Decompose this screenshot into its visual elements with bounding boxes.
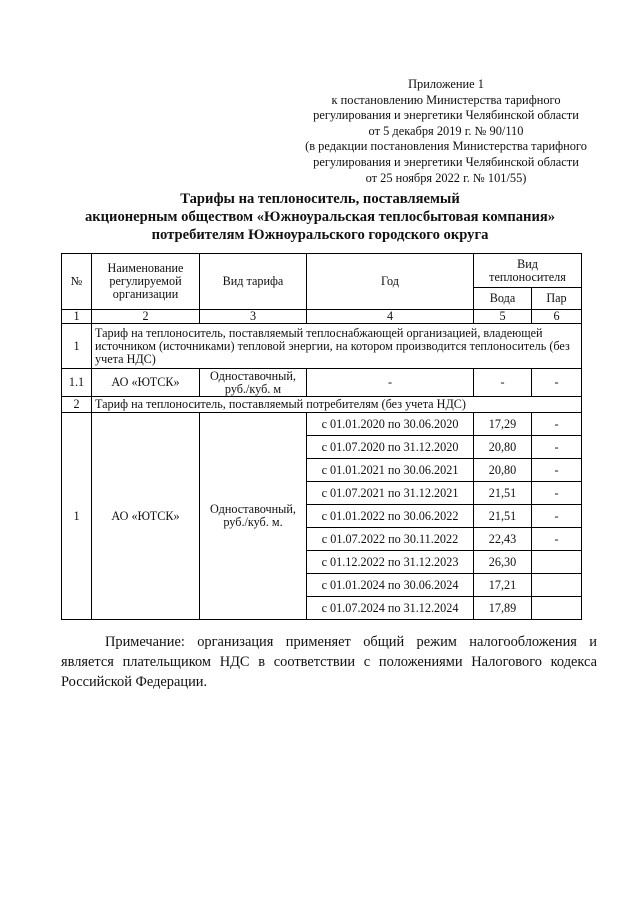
appendix-line: регулирования и энергетики Челябинской области: [313, 154, 579, 169]
header-steam: Пар: [532, 288, 582, 310]
row-steam: [532, 551, 582, 574]
section-row: [62, 397, 582, 413]
row-tariff-type: Одноставочный, руб./куб. м: [200, 369, 307, 397]
note-text: Примечание: организация применяет общий режим налогообложения и является плательщиком НДС в соответствии с положениями Налогового кодекса Российской Федерации.: [61, 634, 597, 690]
group-num: 1: [62, 413, 92, 620]
tariff-table: [61, 253, 582, 620]
row-water: 20,80: [474, 436, 532, 459]
row-period: с 01.07.2022 по 30.11.2022: [307, 528, 474, 551]
row-steam: [532, 574, 582, 597]
section-text: Тариф на теплоноситель, поставляемый теплоснабжающей организацией, владеющей источником (источниками) тепловой энергии, на котором производится теплоноситель (без учета НДС): [92, 324, 582, 369]
row-period: с 01.01.2022 по 30.06.2022: [307, 505, 474, 528]
row-org: АО «ЮТСК»: [92, 369, 200, 397]
title-line: потребителям Южноуральского городского округа: [151, 227, 489, 243]
header-num: №: [62, 254, 92, 310]
row-period: с 01.12.2022 по 31.12.2023: [307, 551, 474, 574]
column-number: 4: [307, 310, 474, 324]
row-steam: -: [532, 528, 582, 551]
row-year: -: [307, 369, 474, 397]
row-period: с 01.01.2020 по 30.06.2020: [307, 413, 474, 436]
row-steam: -: [532, 459, 582, 482]
row-steam: -: [532, 413, 582, 436]
row-num: 1.1: [62, 369, 92, 397]
table-row: [62, 413, 582, 436]
column-number: 5: [474, 310, 532, 324]
row-water: 22,43: [474, 528, 532, 551]
section-num: 2: [62, 397, 92, 413]
row-water: 21,51: [474, 505, 532, 528]
row-water: 17,89: [474, 597, 532, 620]
row-steam: -: [532, 505, 582, 528]
table-header-row: [62, 254, 582, 288]
section-num: 1: [62, 324, 92, 369]
row-steam: -: [532, 369, 582, 397]
row-period: с 01.07.2024 по 31.12.2024: [307, 597, 474, 620]
appendix-line: от 5 декабря 2019 г. № 90/110: [368, 123, 524, 138]
row-water: 17,29: [474, 413, 532, 436]
row-period: с 01.07.2021 по 31.12.2021: [307, 482, 474, 505]
row-water: 20,80: [474, 459, 532, 482]
column-number: 6: [532, 310, 582, 324]
header-org: Наименование регулируемой организации: [92, 254, 200, 310]
appendix-line: к постановлению Министерства тарифного: [331, 92, 561, 107]
column-number-row: [62, 310, 582, 324]
header-carrier: Вид теплоносителя: [474, 254, 582, 288]
column-number: 1: [62, 310, 92, 324]
row-water: 26,30: [474, 551, 532, 574]
appendix-line: регулирования и энергетики Челябинской области: [313, 108, 579, 123]
row-period: с 01.07.2020 по 31.12.2020: [307, 436, 474, 459]
title-line: акционерным обществом «Южноуральская теплосбытовая компания»: [84, 209, 556, 225]
row-period: с 01.01.2021 по 30.06.2021: [307, 459, 474, 482]
appendix-line: Приложение 1: [408, 77, 484, 91]
group-org: АО «ЮТСК»: [92, 413, 200, 620]
header-year: Год: [307, 254, 474, 310]
note-paragraph: [61, 632, 597, 692]
group-tariff-type: Одноставочный, руб./куб. м.: [200, 413, 307, 620]
column-number: 2: [92, 310, 200, 324]
row-water: 21,51: [474, 482, 532, 505]
section-row: [62, 324, 582, 369]
row-steam: -: [532, 436, 582, 459]
row-steam: -: [532, 482, 582, 505]
header-tariff-type: Вид тарифа: [200, 254, 307, 310]
column-number: 3: [200, 310, 307, 324]
section-text: Тариф на теплоноситель, поставляемый потребителям (без учета НДС): [92, 397, 582, 413]
row-steam: [532, 597, 582, 620]
table-row: [62, 369, 582, 397]
appendix-line: от 25 ноября 2022 г. № 101/55): [365, 170, 527, 185]
header-water: Вода: [474, 288, 532, 310]
document-title: [40, 190, 600, 244]
title-line: Тарифы на теплоноситель, поставляемый: [180, 191, 460, 207]
row-water: 17,21: [474, 574, 532, 597]
appendix-line: (в редакции постановления Министерства тарифного: [305, 139, 587, 154]
appendix-block: [300, 77, 592, 186]
row-water: -: [474, 369, 532, 397]
row-period: с 01.01.2024 по 30.06.2024: [307, 574, 474, 597]
